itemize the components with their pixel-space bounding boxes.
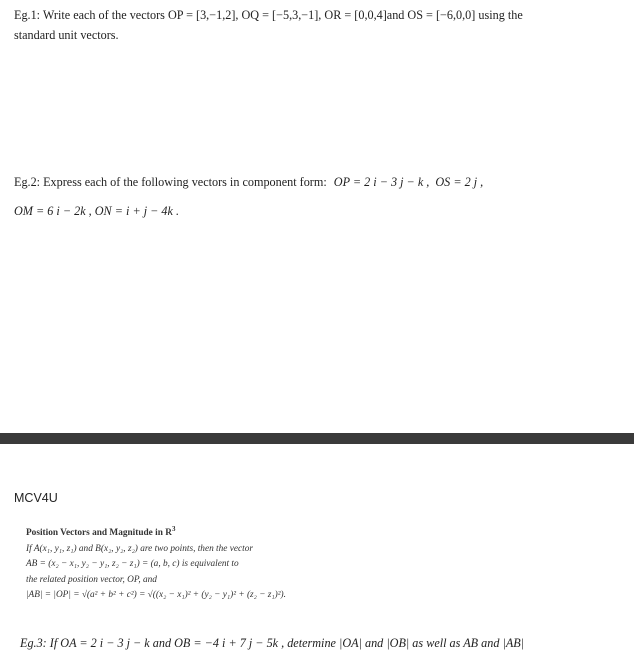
eg1-line2: standard unit vectors.: [14, 28, 119, 42]
worksheet-page-bottom: [0, 444, 634, 669]
definition-line-2: AB = (x₂ − x₁, y₂ − y₁, z₂ − z₁) = (a, b, c) is equivalent to: [26, 559, 239, 569]
course-code: MCV4U: [14, 491, 58, 505]
page-divider: [0, 433, 634, 444]
definition-line-1: If A(x₁, y₁, z₁) and B(x₂, y₂, z₂) are two points, then the vector: [26, 544, 253, 554]
eg2-line2: OM = 6 i − 2k , ON = i + j − 4k .: [14, 204, 180, 218]
section-title-text: Position Vectors and Magnitude in R: [26, 528, 172, 539]
eg2-op-vector: OP = 2 i − 3 j − k ,: [333, 175, 430, 189]
eg2-prompt: Eg.2: Express each of the following vectors in component form:: [14, 175, 327, 189]
eg1-line1: Eg.1: Write each of the vectors OP = [3,−1,2], OQ = [−5,3,−1], OR = [0,0,4]and OS = [−6,0,0] using the: [14, 8, 523, 22]
definition-line-3: the related position vector, OP, and: [26, 575, 157, 585]
section-title-superscript: 3: [171, 525, 176, 533]
eg2-line1: [14, 175, 483, 189]
definition-line-4: |AB| = |OP| = √(a² + b² + c²) = √((x₂ − x₁)² + (y₂ − y₁)² + (z₂ − z₁)²).: [26, 590, 286, 600]
eg2-os-vector: OS = 2 j ,: [435, 175, 484, 189]
eg3-line: Eg.3: If OA = 2 i − 3 j − k and OB = −4 i + 7 j − 5k , determine |OA| and |OB| as well as AB and |AB|: [20, 636, 525, 650]
section-title: [26, 524, 175, 540]
